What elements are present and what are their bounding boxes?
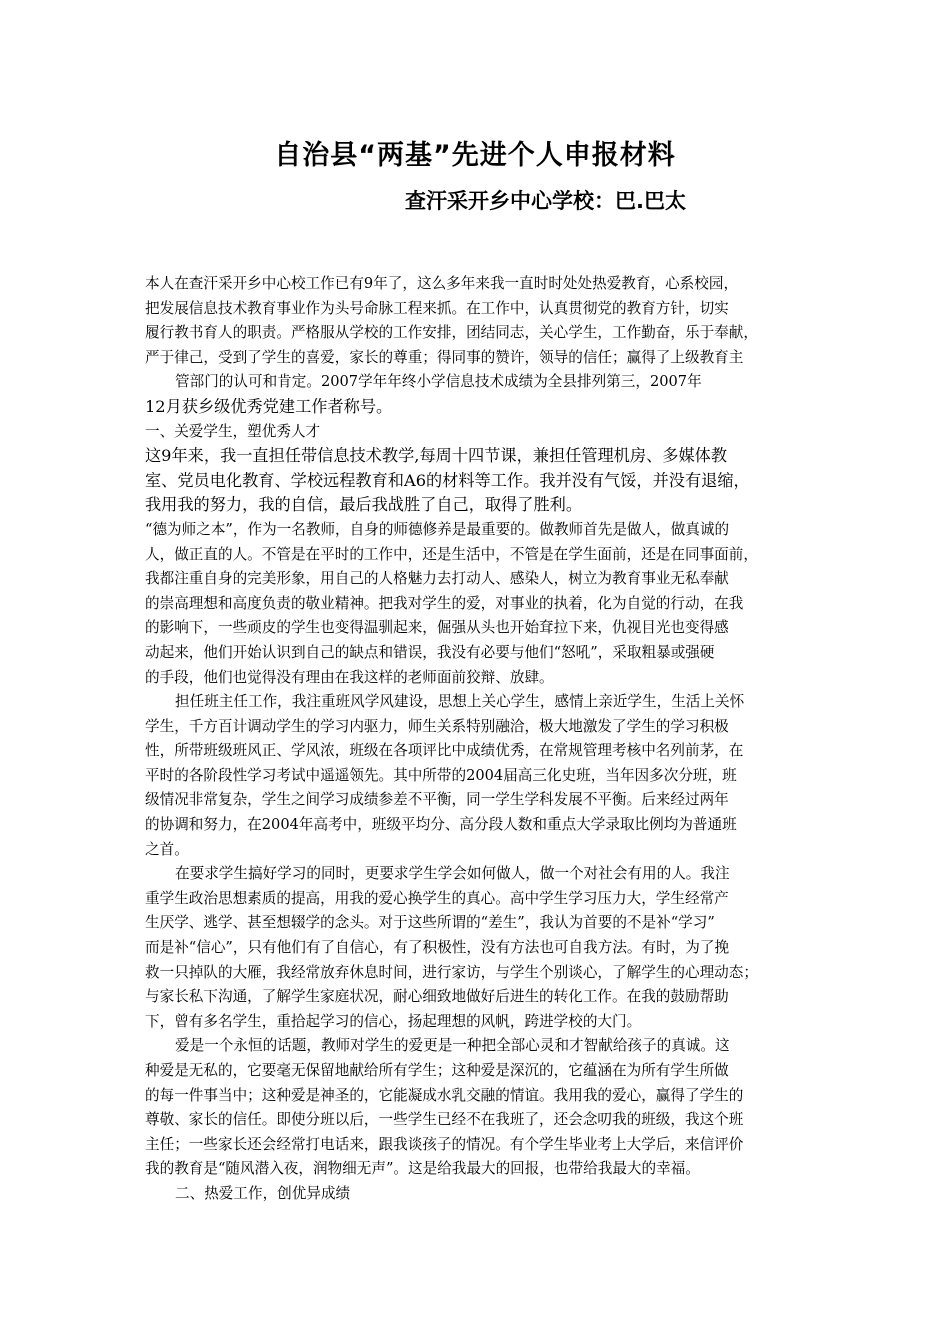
text-line: 动起来，他们开始认识到自己的缺点和错误，我没有必要与他们“怒吼”，采取粗暴或强硬: [145, 643, 715, 661]
document-body: [145, 272, 810, 1207]
text-line: 本人在查汗采开乡中心校工作已有9年了，这么多年来我一直时时处处热爱教育，心系校园，: [145, 275, 739, 292]
text-line: “德为师之本”，作为一名教师，自身的师德修养是最重要的。做教师首先是做人，做真诚的: [145, 520, 730, 538]
text-line: 下，曾有多名学生，重拾起学习的信心，扬起理想的风帆，跨进学校的大门。: [145, 1012, 642, 1030]
text-line: 与家长私下沟通，了解学生家庭状况，耐心细致地做好后进生的转化工作。在我的鼓励帮助: [145, 988, 729, 1006]
text-line: 的每一件事当中；这种爱是神圣的，它能凝成水乳交融的情谊。我用我的爱心，赢得了学生的: [145, 1086, 744, 1104]
paragraph-class-teacher: [145, 690, 810, 862]
paragraph-intro: [145, 272, 810, 420]
text-line: 尊敬、家长的信任。即使分班以后，一些学生已经不在我班了，还会念叨我的班级，我这个班: [145, 1111, 744, 1129]
text-line: 的协调和努力，在2004年高考中，班级平均分、高分段人数和重点大学录取比例均为普通班: [145, 816, 737, 834]
text-line: 而是补“信心”，只有他们有了自信心，有了积极性，没有方法也可自我方法。有时，为了挽: [145, 939, 730, 957]
paragraph-love: [145, 1034, 810, 1182]
paragraph-character: [145, 862, 810, 1034]
text-line: 我用我的努力，我的自信，最后我战胜了自己，取得了胜利。: [145, 495, 583, 515]
text-line: 我都注重自身的完美形象，用自己的人格魅力去打动人、感染人，树立为教育事业无私奉献: [145, 570, 729, 588]
section-heading: 二、热爱工作，创优异成绩: [175, 1184, 351, 1202]
text-line: 这9年来，我一直担任带信息技术教学,每周十四节课，兼担任管理机房、多媒体教: [145, 446, 728, 466]
text-line: 担任班主任工作，我注重班风学风建设，思想上关心学生，感情上亲近学生，生活上关怀: [175, 693, 745, 711]
text-line: 生厌学、逃学、甚至想辍学的念头。对于这些所谓的“差生”，我认为首要的不是补“学习”: [145, 914, 715, 932]
text-line: 把发展信息技术教育事业作为头号命脉工程来抓。在工作中，认真贯彻党的教育方针，切实: [145, 299, 729, 317]
section-heading: 一、关爱学生，塑优秀人才: [145, 422, 321, 440]
paragraph-ethics: [145, 518, 810, 690]
text-line: 性，所带班级班风正、学风浓，班级在各项评比中成绩优秀，在常规管理考核中名列前茅，在: [145, 742, 744, 760]
text-line: 人，做正直的人。不管是在平时的工作中，还是生活中，不管是在学生面前，还是在同事面前，: [145, 545, 758, 563]
document-title: 自治县“两基”先进个人申报材料: [274, 140, 676, 171]
text-line: 学生，千方百计调动学生的学习内驱力，师生关系特别融洽，极大地激发了学生的学习积极: [145, 717, 729, 735]
text-line: 在要求学生搞好学习的同时，更要求学生学会如何做人，做一个对社会有用的人。我注: [175, 865, 730, 883]
document-subtitle: 查汗采开乡中心学校：巴.巴太: [405, 189, 686, 213]
text-line: 的崇高理想和高度负责的敬业精神。把我对学生的爱，对事业的执着，化为自觉的行动，在我: [145, 594, 744, 612]
text-line: 爱是一个永恒的话题，教师对学生的爱更是一种把全部心灵和才智献给孩子的真诚。这: [175, 1037, 730, 1055]
section-heading-1: [145, 420, 810, 445]
text-line: 种爱是无私的，它要毫无保留地献给所有学生；这种爱是深沉的，它蕴涵在为所有学生所做: [145, 1062, 729, 1079]
text-line: 严于律己，受到了学生的喜爱，家长的尊重；得同事的赞许，领导的信任；赢得了上级教育主: [145, 348, 744, 366]
text-line: 之首。: [145, 840, 189, 858]
text-line: 重学生政治思想素质的提高，用我的爱心换学生的真心。高中学生学习压力大，学生经常产: [145, 889, 729, 907]
text-line: 主任；一些家长还会经常打电话来，跟我谈孩子的情况。有个学生毕业考上大学后，来信评价: [145, 1135, 744, 1153]
text-line: 12月获乡级优秀党建工作者称号。: [145, 396, 393, 416]
text-line: 室、党员电化教育、学校远程教育和A6的材料等工作。我并没有气馁，并没有退缩，: [145, 470, 750, 490]
text-line: 的手段，他们也觉得没有理由在我这样的老师面前狡辩、放肆。: [145, 668, 554, 686]
text-line: 我的教育是“随风潜入夜，润物细无声”。这是给我最大的回报，也带给我最大的幸福。: [145, 1160, 700, 1178]
text-line: 平时的各阶段性学习考试中遥遥领先。其中所带的2004届高三化史班，当年因多次分班，班: [145, 766, 737, 784]
section-heading-2: [145, 1182, 810, 1207]
text-line: 履行教书育人的职责。严格服从学校的工作安排，团结同志，关心学生，工作勤奋，乐于奉献，: [145, 324, 758, 342]
text-line: 管部门的认可和肯定。2007学年年终小学信息技术成绩为全县排列第三，2007年: [175, 373, 702, 391]
text-line: 救一只掉队的大雁，我经常放弃休息时间，进行家访，与学生个别谈心，了解学生的心理动态；: [145, 963, 758, 981]
text-line: 级情况非常复杂，学生之间学习成绩参差不平衡，同一学生学科发展不平衡。后来经过两年: [145, 791, 729, 809]
paragraph-teaching: [145, 444, 810, 518]
text-line: 的影响下，一些顽皮的学生也变得温驯起来，倔强从头也开始耷拉下来，仇视目光也变得感: [145, 619, 729, 637]
